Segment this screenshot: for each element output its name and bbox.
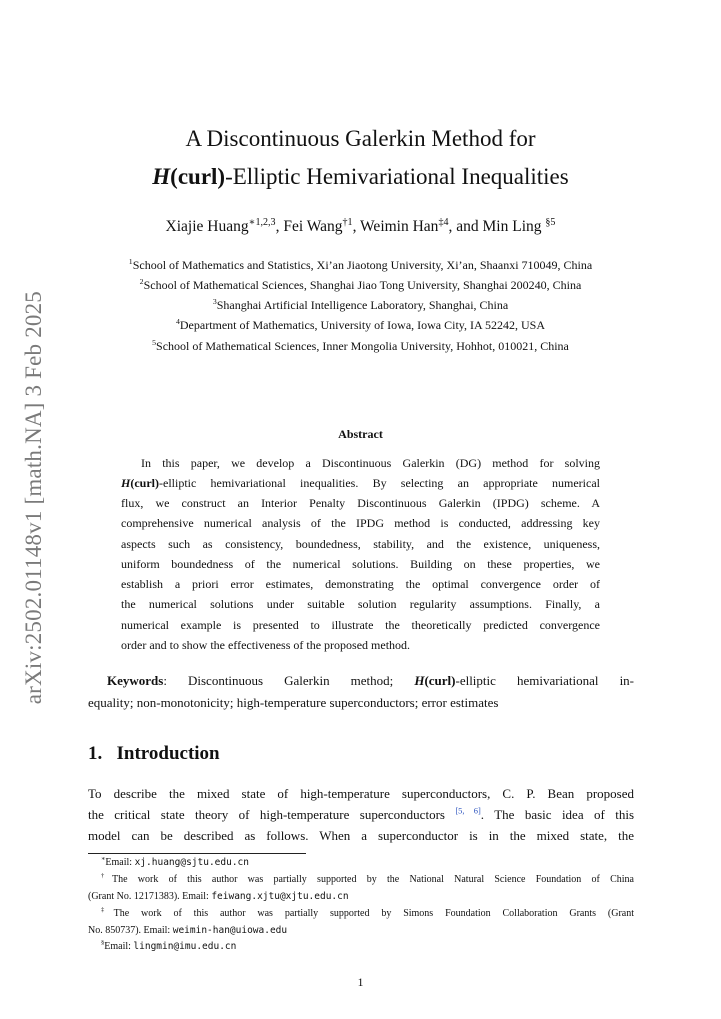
keywords-line2: equality; non-monotonicity; high-temperature superconductors; error estimates: [88, 695, 499, 710]
abstract-line: flux, we construct an Interior Penalty Discontinuous Galerkin (IPDG) scheme. A: [121, 496, 600, 510]
body-line: model can be described as follows. When a superconductor is in the mixed state, the: [88, 828, 634, 843]
body-line: To describe the mixed state of high-temperature superconductors, C. P. Bean proposed: [88, 786, 634, 801]
author: Min Ling $^{\S 5}$: [482, 216, 556, 235]
affiliation: $^1$School of Mathematics and Statistics, Xi’an Jiaotong University, Xi’an, Shaanxi 710049, China: [128, 257, 593, 272]
footnote: ‡The work of this author was partially supported by Simons Foundation Collaboration Grants (Grant: [101, 906, 634, 919]
abstract-line: H(curl)-elliptic hemivariational inequalities. By selecting an appropriate numerical: [121, 476, 600, 490]
affiliation: $^4$Department of Mathematics, University of Iowa, Iowa City, IA 52242, USA: [175, 317, 546, 332]
citation-link[interactable]: [5, 6]: [455, 805, 481, 816]
title-hcurl: H(curl): [152, 164, 226, 189]
abstract-line: numerical example is presented to illustrate the theoretically predicted convergence: [121, 618, 600, 632]
author-list: [0, 218, 721, 236]
footnote: §Email: lingmin@imu.edu.cn: [101, 939, 237, 952]
keywords: Keywords: Discontinuous Galerkin method; H(curl)-elliptic hemivariational in-: [107, 673, 635, 688]
abstract-line: order and to show the effectiveness of the proposed method.: [121, 638, 411, 652]
abstract-heading: Abstract: [338, 427, 383, 441]
affiliation: $^3$Shanghai Artificial Intelligence Laboratory, Shanghai, China: [212, 297, 509, 312]
footnote: †The work of this author was partially supported by the National Natural Science Foundation of China: [101, 872, 634, 885]
abstract-line: the numerical solutions under suitable solution regularity assumptions. Finally, a: [121, 597, 600, 611]
arxiv-stamp-text: arXiv:2502.01148v1 [math.NA] 3 Feb 2025: [21, 290, 46, 705]
footnote-rule: [88, 853, 306, 854]
abstract-line: establish a priori error estimates, demonstrating the optimal convergence order of: [121, 577, 600, 591]
abstract-line: uniform boundedness of the numerical solutions. Building on these properties, we: [121, 557, 600, 571]
section-heading: 1. Introduction: [88, 743, 220, 764]
footnote-cont: No. 850737). Email: weimin-han@uiowa.edu: [88, 925, 288, 936]
body-line: the critical state theory of high-temperature superconductors [5, 6]. The basic idea of this: [88, 805, 635, 822]
page-number: 1: [357, 975, 364, 989]
abstract-line: aspects such as consistency, boundedness, stability, and the existence, uniqueness,: [121, 537, 600, 551]
paper-title-line2: H(curl)-Elliptic Hemivariational Inequalities: [152, 164, 569, 189]
author: Fei Wang$^{\dagger 1}$,: [283, 216, 361, 235]
abstract-line: comprehensive numerical analysis of the IPDG method is conducted, addressing key: [121, 516, 600, 530]
affiliation: $^2$School of Mathematical Sciences, Shanghai Jiao Tong University, Shanghai 200240, China: [139, 277, 582, 292]
arxiv-stamp: [14, 290, 54, 705]
paper-title-line1: A Discontinuous Galerkin Method for: [185, 126, 536, 151]
footnote: ∗Email: xj.huang@sjtu.edu.cn: [101, 855, 249, 868]
author: Weimin Han$^{\ddagger 4}$, and: [360, 216, 483, 235]
footnote-cont: (Grant No. 12171383). Email: feiwang.xjtu@xjtu.edu.cn: [88, 891, 349, 902]
abstract-line: In this paper, we develop a Discontinuous Galerkin (DG) method for solving: [141, 456, 600, 470]
author: Xiajie Huang$^{∗1,2,3}$,: [165, 216, 284, 235]
affiliation: $^5$School of Mathematical Sciences, Inner Mongolia University, Hohhot, 010021, China: [152, 338, 569, 353]
